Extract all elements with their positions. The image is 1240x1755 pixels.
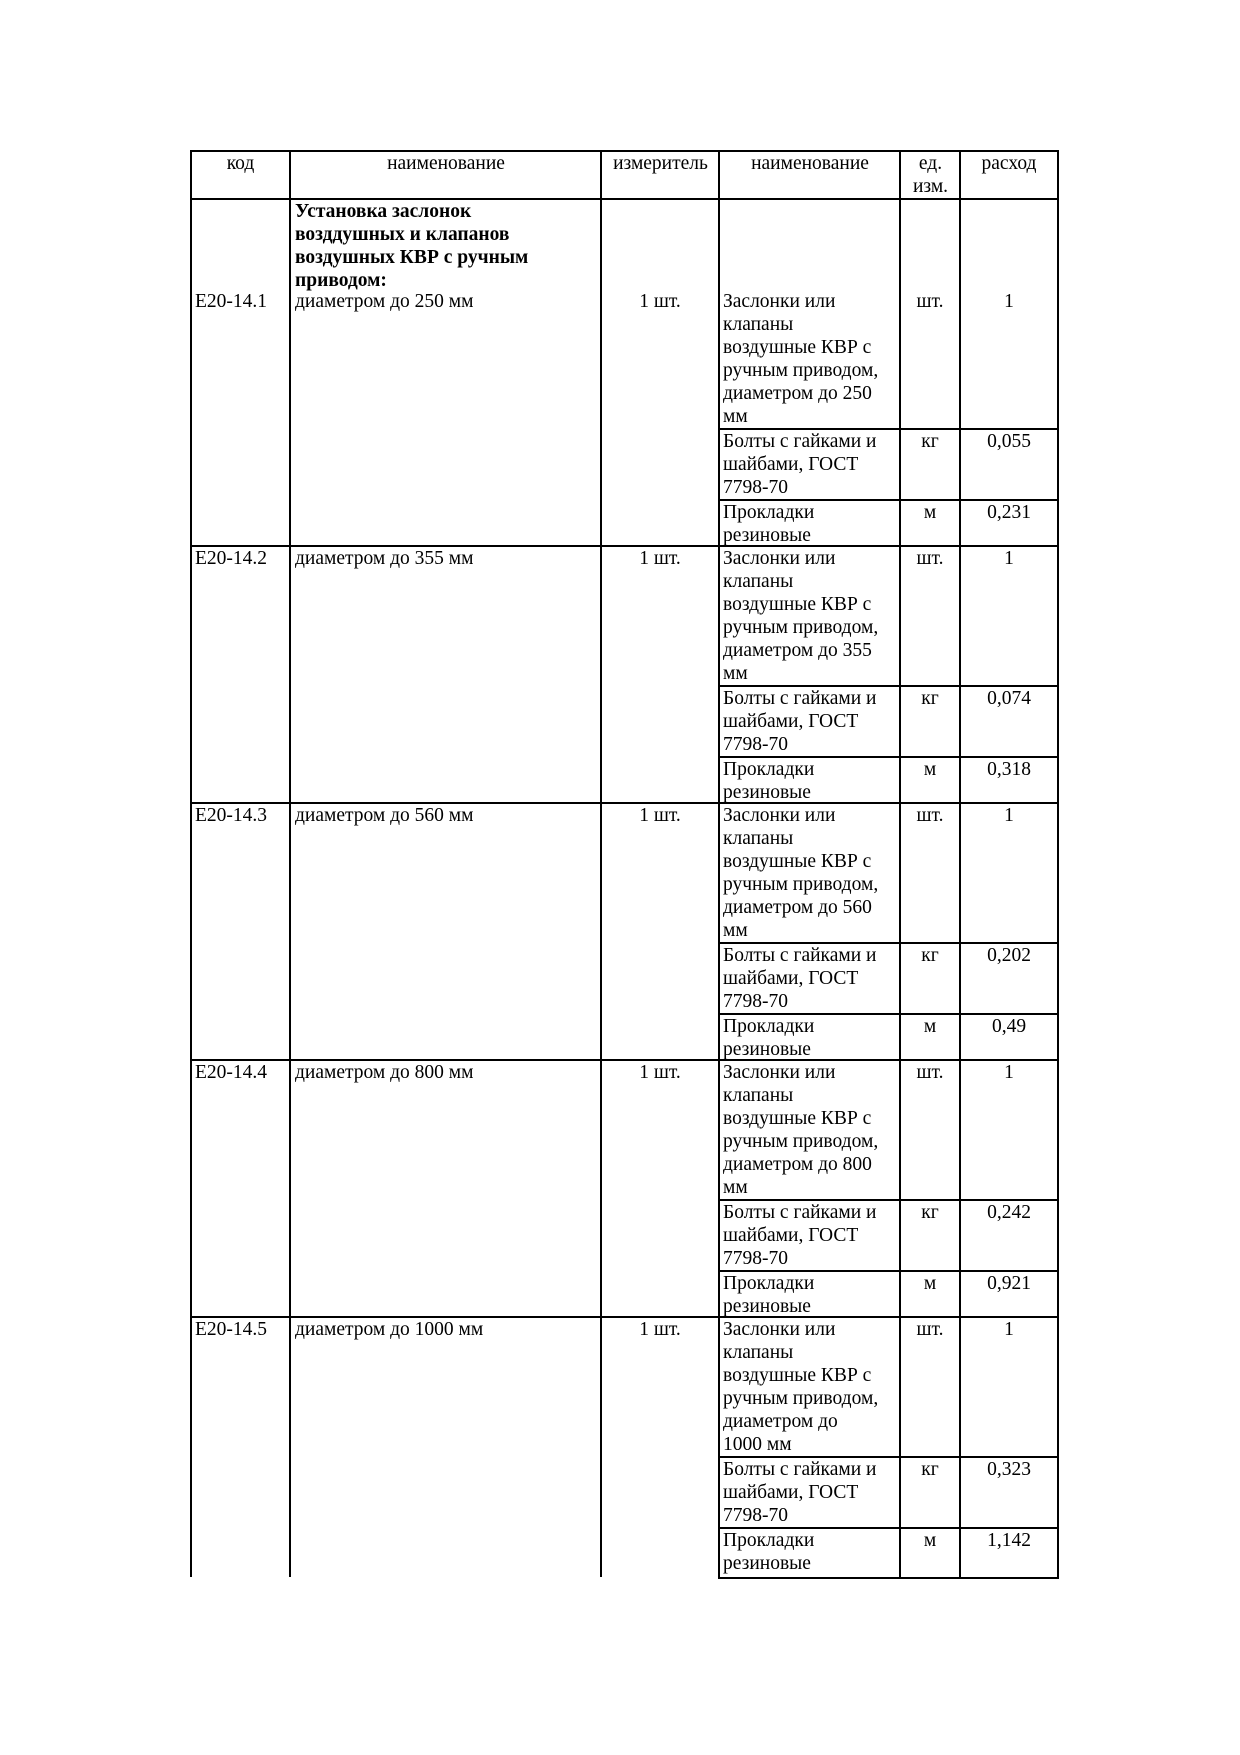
resource-name-line: воздушные КВР с [723,851,872,872]
resource-unit: м [923,759,937,780]
resource-value: 1 [1004,1319,1014,1340]
resource-name-line: диаметром до 560 [723,897,872,918]
resource-name-line: диаметром до 250 [723,383,872,404]
resource-value: 0,49 [991,1016,1027,1037]
resource-name-line: 1000 мм [723,1434,792,1455]
row-meter: 1 шт. [639,805,681,826]
resource-value: 1 [1004,291,1014,312]
resource-name-line: шайбами, ГОСТ [723,968,859,989]
resource-name-line: Прокладки [723,1273,815,1294]
resource-unit: кг [921,1202,939,1223]
resource-name-line: воздушные КВР с [723,337,872,358]
resource-unit: шт. [916,291,944,312]
resource-name-line: воздушные КВР с [723,1108,872,1129]
table-border [289,150,291,1577]
resource-unit: м [923,1273,937,1294]
resource-unit: кг [921,431,939,452]
resource-name-line: ручным приводом, [723,617,879,638]
section-title-line: возддушных и клапанов [295,224,510,245]
resource-name-line: клапаны [723,571,794,592]
resource-name-line: ручным приводом, [723,874,879,895]
resource-name-line: Прокладки [723,1530,815,1551]
row-name: диаметром до 800 мм [295,1062,474,1083]
table-border [190,150,192,1577]
resource-value: 1,142 [987,1530,1031,1551]
resource-name-line: 7798-70 [723,1505,788,1526]
row-name: диаметром до 1000 мм [295,1319,484,1340]
resource-name-line: Заслонки или [723,805,836,826]
row-meter: 1 шт. [639,548,681,569]
resource-unit: шт. [916,1062,944,1083]
resource-unit: кг [921,1459,939,1480]
resource-unit: кг [921,945,939,966]
resource-name-line: 7798-70 [723,1248,788,1269]
resource-value: 0,074 [987,688,1031,709]
resource-name-line: шайбами, ГОСТ [723,1482,859,1503]
resource-name-line: резиновые [723,525,811,546]
resource-name-line: диаметром до [723,1411,838,1432]
resource-name-line: клапаны [723,828,794,849]
resource-name-line: диаметром до 355 [723,640,872,661]
resource-unit: шт. [916,1319,944,1340]
header-resource-name: наименование [751,153,869,174]
resource-name-line: Прокладки [723,502,815,523]
resource-name-line: шайбами, ГОСТ [723,454,859,475]
resource-name-line: Прокладки [723,759,815,780]
resource-name-line: шайбами, ГОСТ [723,711,859,732]
header-consumption: расход [981,153,1037,174]
resource-name-line: резиновые [723,1553,811,1574]
resource-value: 1 [1004,548,1014,569]
resource-name-line: Прокладки [723,1016,815,1037]
resource-name-line: мм [723,920,748,941]
row-name: диаметром до 250 мм [295,291,474,312]
resource-name-line: Болты с гайками и [723,431,877,452]
resource-name-line: Заслонки или [723,291,836,312]
resource-name-line: клапаны [723,1342,794,1363]
row-code: Е20-14.5 [195,1319,268,1340]
resource-name-line: Болты с гайками и [723,1202,877,1223]
resource-unit: м [923,1530,937,1551]
resource-value: 0,202 [987,945,1031,966]
section-title-line: Установка заслонок [295,201,472,222]
resource-value: 1 [1004,1062,1014,1083]
resource-name-line: ручным приводом, [723,360,879,381]
resource-name-line: Заслонки или [723,548,836,569]
resource-name-line: Заслонки или [723,1062,836,1083]
resource-value: 0,055 [987,431,1031,452]
resource-name-line: мм [723,406,748,427]
header-meter: измеритель [613,153,708,174]
resource-unit: м [923,502,937,523]
row-code: Е20-14.2 [195,548,268,569]
resource-value: 0,323 [987,1459,1031,1480]
resource-unit: шт. [916,548,944,569]
header-name: наименование [387,153,505,174]
header-unit-line2: изм. [912,176,949,197]
row-code: Е20-14.4 [195,1062,268,1083]
resource-name-line: 7798-70 [723,477,788,498]
resource-value: 0,231 [987,502,1031,523]
resource-name-line: резиновые [723,782,811,803]
resource-name-line: ручным приводом, [723,1388,879,1409]
resource-name-line: резиновые [723,1039,811,1060]
row-meter: 1 шт. [639,1319,681,1340]
header-unit-line1: ед. [918,153,943,174]
resource-value: 0,921 [987,1273,1031,1294]
row-code: Е20-14.3 [195,805,268,826]
row-meter: 1 шт. [639,291,681,312]
row-code: Е20-14.1 [195,291,268,312]
table-border [718,1577,1059,1579]
resource-name-line: Болты с гайками и [723,1459,877,1480]
resource-unit: кг [921,688,939,709]
row-meter: 1 шт. [639,1062,681,1083]
resource-name-line: Болты с гайками и [723,688,877,709]
resource-unit: м [923,1016,937,1037]
resource-name-line: мм [723,1177,748,1198]
table-border [600,150,602,1577]
table-border [718,150,720,1577]
resource-name-line: воздушные КВР с [723,594,872,615]
resource-name-line: шайбами, ГОСТ [723,1225,859,1246]
resource-value: 0,242 [987,1202,1031,1223]
resource-name-line: резиновые [723,1296,811,1317]
row-name: диаметром до 355 мм [295,548,474,569]
resource-name-line: 7798-70 [723,991,788,1012]
section-title-line: воздушных КВР с ручным [295,247,529,268]
table-border [959,150,961,1577]
resource-name-line: Заслонки или [723,1319,836,1340]
resource-value: 1 [1004,805,1014,826]
row-name: диаметром до 560 мм [295,805,474,826]
resource-name-line: ручным приводом, [723,1131,879,1152]
resource-name-line: 7798-70 [723,734,788,755]
resource-name-line: мм [723,663,748,684]
resource-name-line: клапаны [723,314,794,335]
header-code: код [226,153,255,174]
section-title-line: приводом: [295,270,387,291]
resource-value: 0,318 [987,759,1031,780]
table-border [899,150,901,1577]
resource-name-line: Болты с гайками и [723,945,877,966]
resource-name-line: диаметром до 800 [723,1154,872,1175]
resource-unit: шт. [916,805,944,826]
resource-name-line: клапаны [723,1085,794,1106]
resource-name-line: воздушные КВР с [723,1365,872,1386]
table-border [1057,150,1059,1577]
